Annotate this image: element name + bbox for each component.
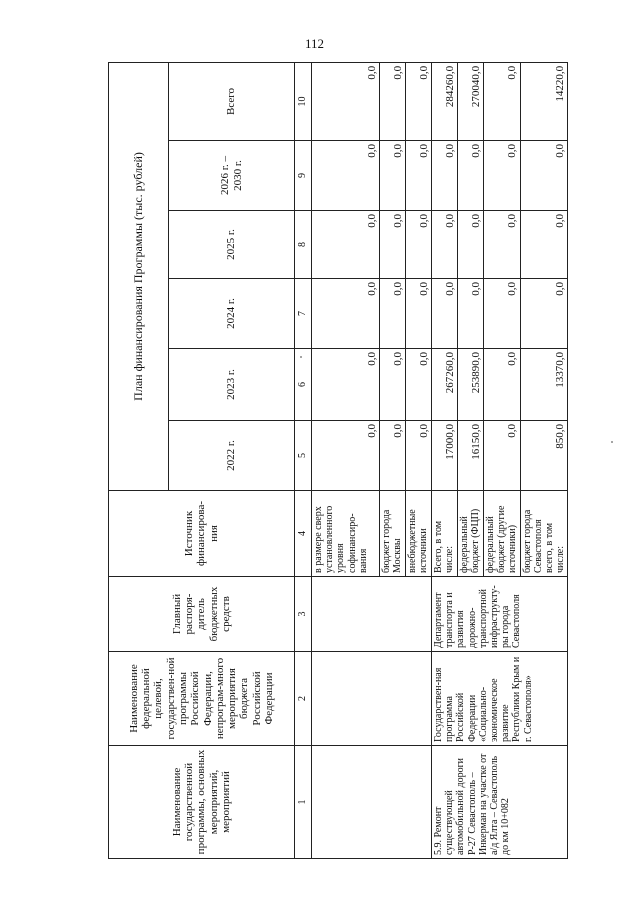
column-number: 4 — [295, 491, 312, 577]
value-cell: 0,0 — [432, 141, 458, 211]
table-row — [432, 62, 458, 858]
value-cell: 0,0 — [312, 211, 380, 279]
value-cell: 0,0 — [432, 211, 458, 279]
source-cell: бюджет города Москвы — [380, 491, 406, 577]
continued-federal-cell — [312, 652, 432, 746]
value-cell: 0,0 — [484, 211, 521, 279]
header-federal-program: Наименование федеральной целевой, государствен-ной программы Российской Федерации, непрограм-много мероприятия бюджета Российской Федерации — [109, 652, 295, 746]
value-cell: 0,0 — [406, 141, 432, 211]
table-row — [312, 62, 380, 858]
continued-program-cell — [312, 746, 432, 859]
column-number: 3 — [295, 577, 312, 652]
value-cell: 0,0 — [380, 421, 406, 491]
source-cell: внебюджетные источники — [406, 491, 432, 577]
rotated-table-inner — [108, 63, 567, 859]
value-cell: 0,0 — [312, 279, 380, 349]
financing-table — [108, 62, 568, 859]
value-cell: 0,0 — [406, 62, 432, 140]
value-cell: 0,0 — [484, 421, 521, 491]
value-cell: 0,0 — [312, 62, 380, 140]
source-cell: федеральный бюджет (другие источники) — [484, 491, 521, 577]
scan-speck — [611, 441, 613, 443]
value-cell: 253890,0 — [458, 349, 484, 421]
column-number: 7 — [295, 279, 312, 349]
column-number: 2 — [295, 652, 312, 746]
header-year-2023: 2023 г. — [169, 349, 295, 421]
value-cell: 13370,0 — [520, 349, 568, 421]
measure-federal-cell: Государствен-ная программа Российской Федерации «Социально-экономическое развитие Республики Крым и г. Севастополя» — [432, 652, 568, 746]
value-cell: 0,0 — [484, 279, 521, 349]
value-cell: 270040,0 — [458, 62, 484, 140]
column-number: 8 — [295, 211, 312, 279]
source-cell: бюджет города Севастополя всего, в том числе: — [520, 491, 568, 577]
value-cell: 0,0 — [380, 141, 406, 211]
value-cell: 0,0 — [484, 141, 521, 211]
header-year-2025: 2025 г. — [169, 211, 295, 279]
column-number: 10 — [295, 62, 312, 140]
header-year-2026-2030: 2026 г. – 2030 г. — [169, 141, 295, 211]
header-program-name: Наименование государственной программы, основных мероприятий, мероприятий — [109, 746, 295, 859]
value-cell: 14220,0 — [520, 62, 568, 140]
value-cell: 17000,0 — [432, 421, 458, 491]
header-financing-plan: План финансирования Программы (тыс. рублей) — [109, 62, 169, 490]
header-year-2024: 2024 г. — [169, 279, 295, 349]
value-cell: 16150,0 — [458, 421, 484, 491]
column-number: 9 — [295, 141, 312, 211]
value-cell: 0,0 — [312, 141, 380, 211]
value-cell: 267260,0 — [432, 349, 458, 421]
value-cell: 0,0 — [380, 211, 406, 279]
column-number: 1 — [295, 746, 312, 859]
header-year-2022: 2022 г. — [169, 421, 295, 491]
value-cell: 0,0 — [458, 211, 484, 279]
value-cell: 0,0 — [380, 62, 406, 140]
value-cell: 0,0 — [380, 349, 406, 421]
value-cell: 0,0 — [432, 279, 458, 349]
value-cell: 0,0 — [380, 279, 406, 349]
value-cell: 0,0 — [312, 421, 380, 491]
source-cell: Всего, в том числе: — [432, 491, 458, 577]
source-cell: федеральный бюджет (ФЦП) — [458, 491, 484, 577]
value-cell: 0,0 — [406, 279, 432, 349]
rotated-table-frame — [108, 63, 567, 859]
value-cell: 0,0 — [484, 349, 521, 421]
source-cell: в размере сверх установленного уровня софинансиро-вания — [312, 491, 380, 577]
value-cell: 0,0 — [484, 62, 521, 140]
measure-name-cell: 5.9. Ремонт существующей автомобильной дороги Р-27 Севастополь – Инкерман на участке от а/д Ялта – Севастополь до км 10+082 — [432, 746, 568, 859]
value-cell: 0,0 — [312, 349, 380, 421]
page-number: 112 — [304, 36, 325, 51]
value-cell: 0,0 — [520, 279, 568, 349]
value-cell: 0,0 — [406, 349, 432, 421]
header-total: Всего — [169, 62, 295, 140]
header-financing-source: Источник финансирова-ния — [109, 491, 295, 577]
column-number: 5 — [295, 421, 312, 491]
continued-manager-cell — [312, 577, 432, 652]
value-cell: 0,0 — [406, 211, 432, 279]
value-cell: 0,0 — [520, 211, 568, 279]
value-cell: 284260,0 — [432, 62, 458, 140]
value-cell: 0,0 — [406, 421, 432, 491]
column-number-row — [295, 62, 312, 858]
value-cell: 0,0 — [458, 279, 484, 349]
header-budget-manager: Главный распоря-дитель бюджетных средств — [109, 577, 295, 652]
measure-manager-cell: Департамент транспорта и развития дорожно-транспортной инфраструкту-ры города Севастополя — [432, 577, 568, 652]
column-number: 6 — [295, 349, 312, 421]
value-cell: 0,0 — [458, 141, 484, 211]
value-cell: 850,0 — [520, 421, 568, 491]
value-cell: 0,0 — [520, 141, 568, 211]
